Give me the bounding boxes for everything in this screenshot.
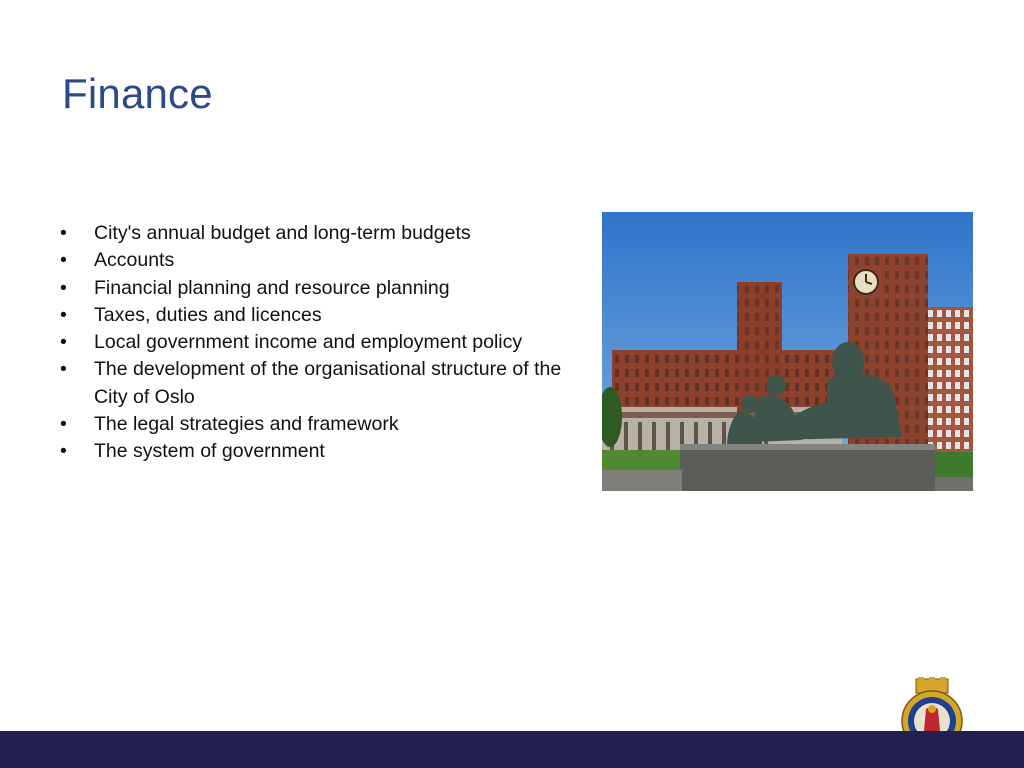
bullet-text: The legal strategies and framework — [94, 413, 399, 436]
bullet-item — [60, 411, 585, 438]
bullet-text: Accounts — [94, 249, 175, 272]
bullet-list — [60, 220, 585, 466]
bullet-marker: • — [60, 440, 67, 463]
bullet-marker: • — [60, 331, 67, 354]
bullet-item — [60, 275, 585, 302]
bullet-item — [60, 302, 585, 329]
bullet-item — [60, 247, 585, 274]
slide-title: Finance — [62, 70, 213, 117]
bullet-item — [60, 329, 585, 356]
bullet-marker: • — [60, 222, 67, 244]
bullet-marker: • — [60, 413, 67, 436]
bullet-text: The development of the organisational structure of the City of Oslo — [94, 358, 562, 408]
bullet-text: Local government income and employment policy — [94, 331, 523, 354]
bullet-text: Taxes, duties and licences — [94, 303, 322, 326]
bullet-text: Financial planning and resource planning — [94, 276, 450, 299]
bullet-text: The system of government — [94, 440, 325, 463]
bullet-text: City's annual budget and long-term budgets — [94, 222, 471, 244]
city-hall-photo — [602, 212, 973, 491]
bullet-marker: • — [60, 358, 67, 381]
footer-bar — [0, 731, 1024, 768]
bullet-item — [60, 438, 585, 465]
bullet-marker: • — [60, 249, 67, 272]
bullet-marker: • — [60, 303, 67, 326]
bullet-marker: • — [60, 276, 67, 299]
bullet-item — [60, 356, 585, 411]
bullet-item — [60, 220, 585, 247]
